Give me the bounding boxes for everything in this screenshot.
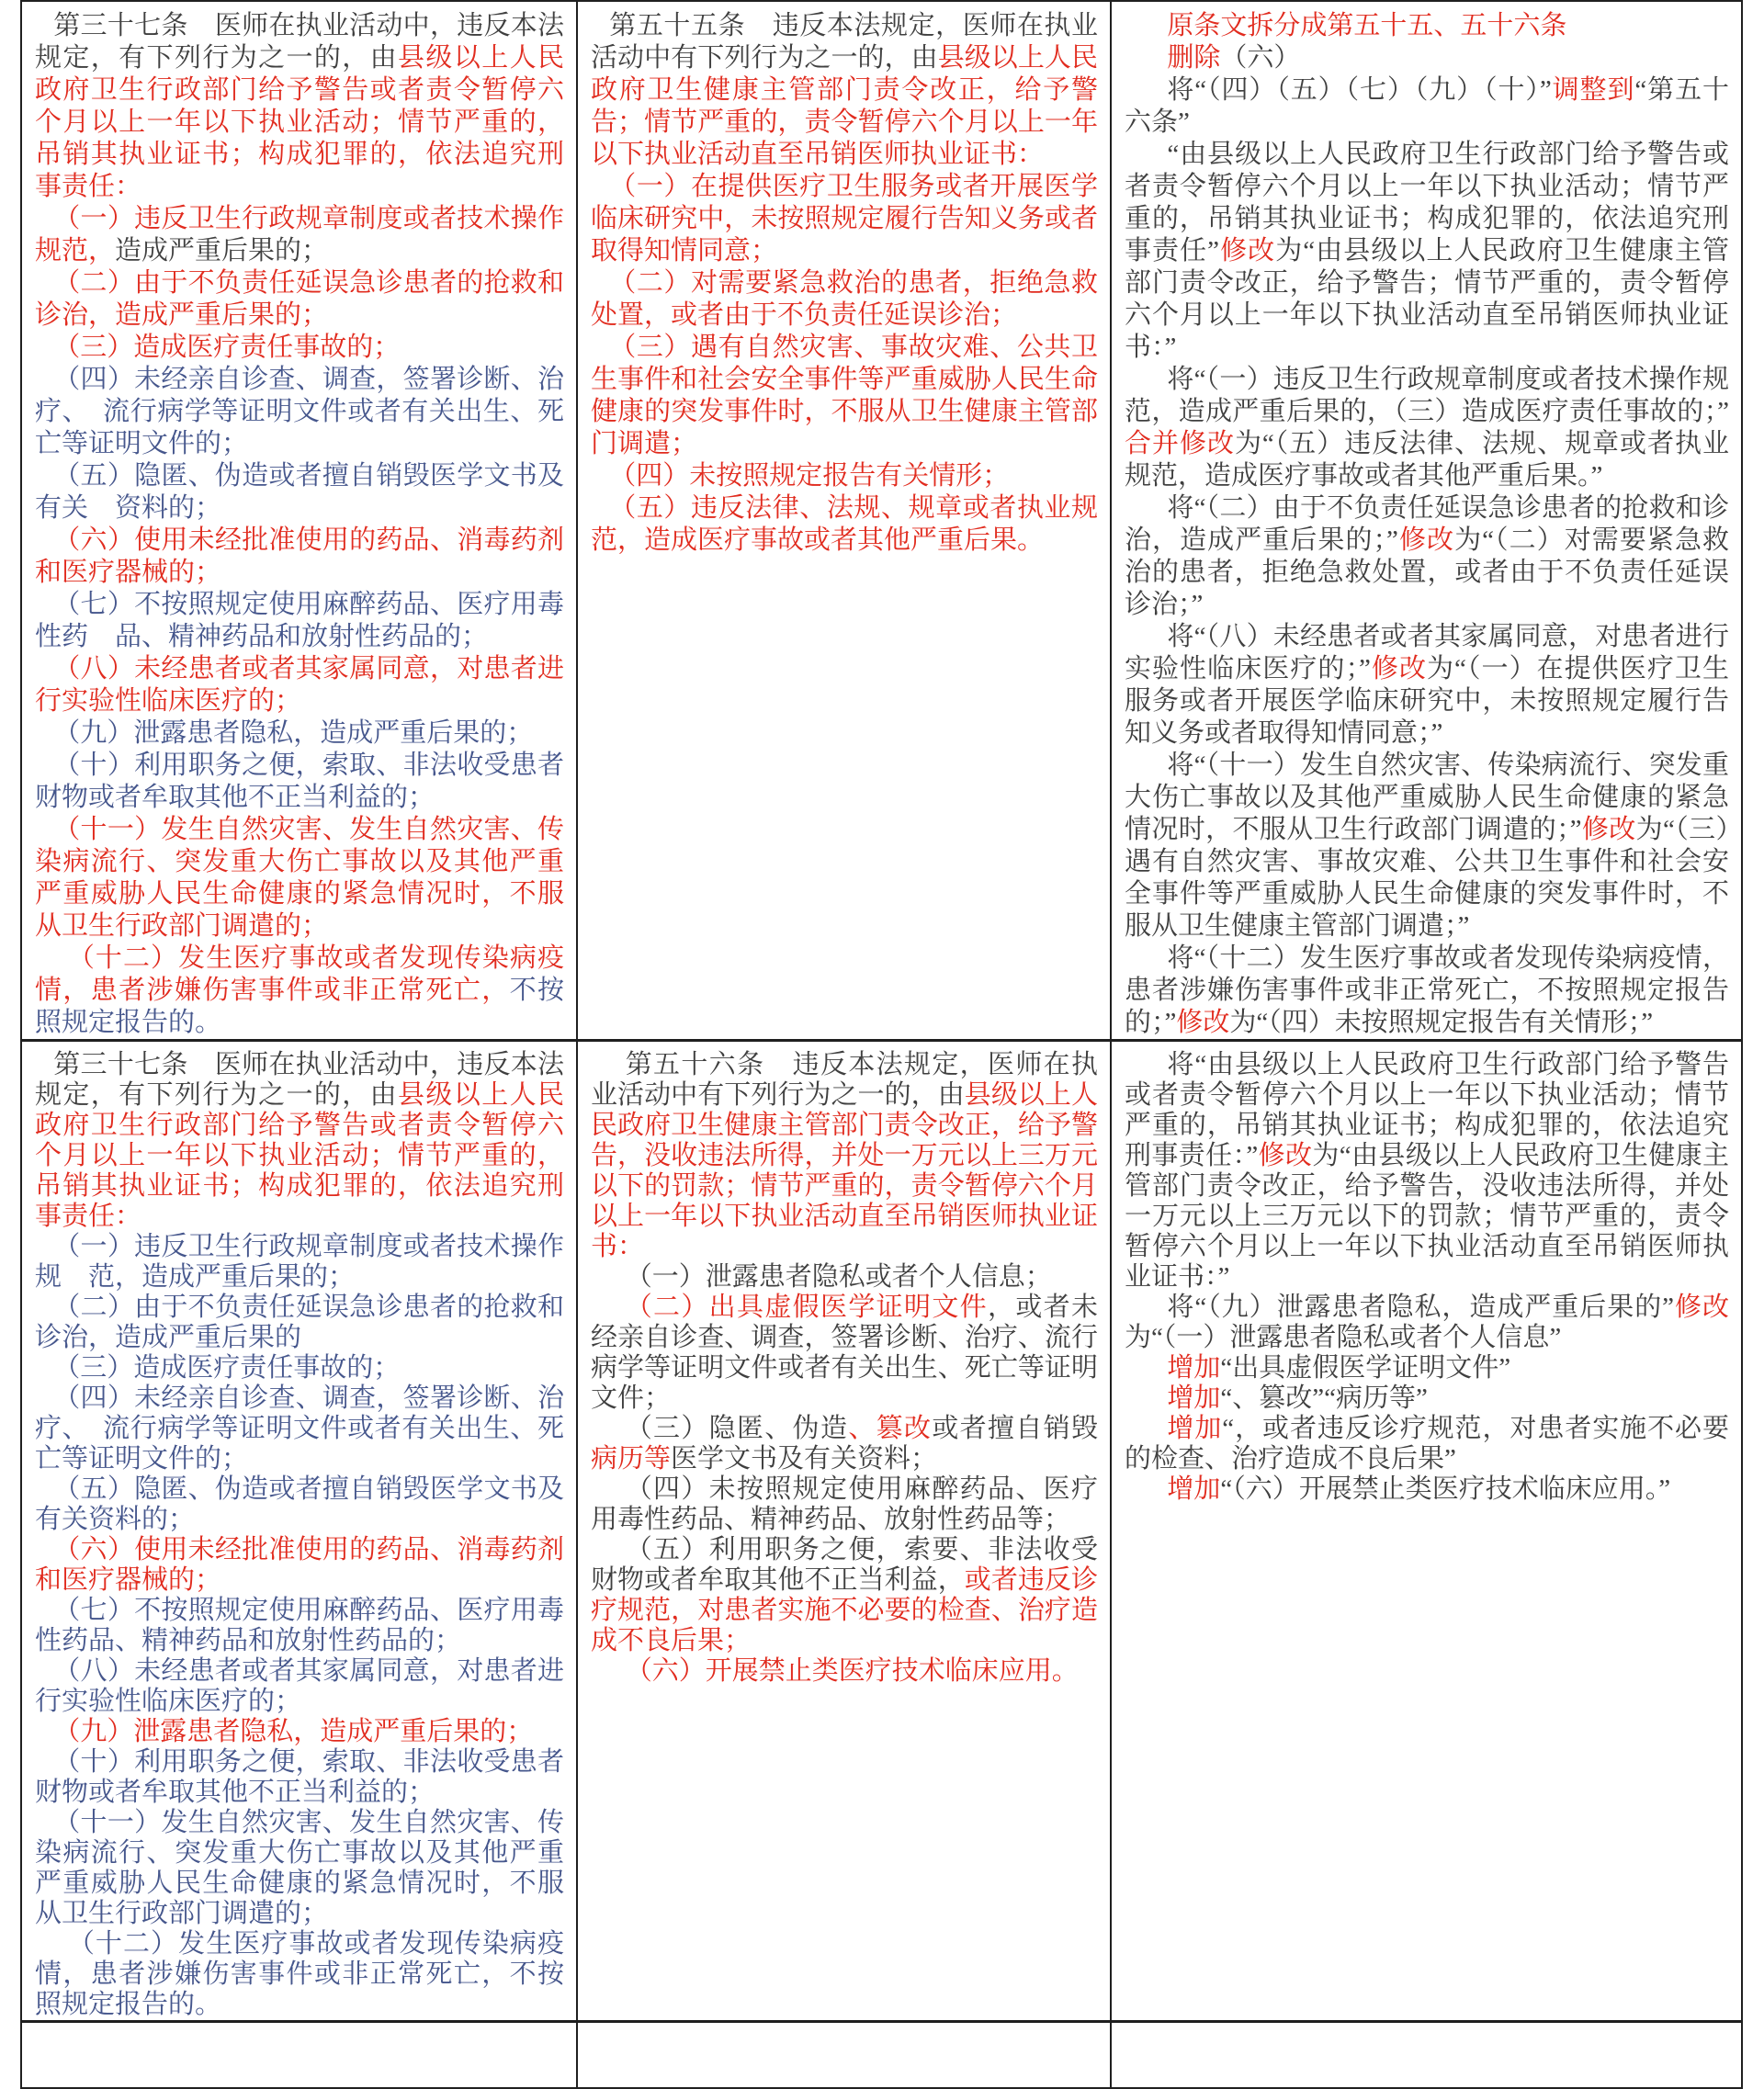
text-segment-dark: 为“（五）违反法律、法规、规章或者执业规范，造成医疗事故或者其他严重后果。” [1125, 429, 1729, 491]
text-segment-red: 修改 [1258, 1141, 1313, 1170]
paragraph [35, 1050, 564, 1232]
paragraph [591, 10, 1098, 171]
cell-article-56-new [577, 1041, 1111, 2022]
paragraph [35, 717, 564, 750]
text-segment-dark: 将“（十一）发生自然灾害、传染病流行、突发重大伤亡事故以及其他严重威胁人民生命健康的紧急情况时，不服从卫生行政部门调遣的；” [1125, 751, 1729, 844]
text-segment-blue: （五）隐匿、伪造或者擅自销毁医学文书及有关资料的； [35, 1474, 564, 1534]
paragraph [591, 492, 1098, 557]
paragraph [35, 1535, 564, 1596]
text-segment-red: 县级以上人民政府卫生健康主管部门责令改正，给予警告，没收违法所得，并处一万元以上三万元以下的罚款；情节严重的，责令暂停六个月以上一年以下执业活动直至吊销医师执业证书： [591, 1080, 1098, 1261]
cell-article-55-new [577, 1, 1111, 1041]
paragraph [591, 460, 1098, 492]
text-segment-blue: （十一）发生自然灾害、发生自然灾害、传染病流行、突发重大伤亡事故以及其他严重严重威胁人民生命健康的紧急情况时，不服从卫生行政部门调遣的； [35, 1808, 564, 1928]
text-segment-red: （六）开展禁止类医疗技术临床应用。 [625, 1656, 1079, 1686]
text-segment-red: （四）未按照规定报告有关情形； [609, 461, 1010, 491]
cell-revision-notes-55 [1111, 1, 1742, 1041]
text-segment-blue: （七）不按照规定使用麻醉药品、医疗用毒性药品、精神药品和放射性药品的； [35, 1596, 564, 1655]
text-segment-red: （十二）发生医疗事故或者发现传染病疫情，患者涉嫌伤害事件或非正常死亡， [35, 943, 564, 1005]
text-segment-red: 县级以上人民政府卫生行政部门给予警告或者责令暂停六个月以上一年以下执业活动；情节严重的，吊销其执业证书；构成犯罪的，依法追究刑事责任： [35, 1080, 564, 1231]
text-segment-blue: （十）利用职务之便，索取、非法收受患者财物或者牟取其他不正当利益的； [35, 751, 564, 812]
text-segment-blue: 不按照规定报告的。 [35, 976, 564, 1037]
text-segment-red: 合并修改 [1125, 429, 1235, 458]
cell-revision-notes-56 [1111, 1041, 1742, 2022]
text-segment-dark: 第五十五条 违反本法规定，医师在执业活动中有下列行为之一的，由 [591, 11, 1098, 73]
paragraph [35, 525, 564, 589]
row-article-37-vs-55 [21, 1, 1742, 1041]
paragraph [35, 589, 564, 653]
text-segment-red: 或者违反诊疗规范，对患者实施不必要的检查、治疗造成不良后果； [591, 1565, 1098, 1655]
paragraph [1125, 1293, 1729, 1353]
text-segment-blue: （十二）发生医疗事故或者发现传染病疫情，患者涉嫌伤害事件或非正常死亡，不按照规定报告的。 [35, 1929, 564, 2019]
paragraph [1125, 364, 1729, 492]
paragraph [591, 1050, 1098, 1262]
cell-next-partial-1 [21, 2022, 577, 2088]
text-segment-dark: （四）未按照规定使用麻醉药品、医疗用毒性药品、精神药品、放射性药品等； [591, 1474, 1098, 1534]
paragraph [35, 1293, 564, 1353]
paragraph [1125, 1414, 1729, 1474]
paragraph [35, 203, 564, 267]
text-segment-dark: “、篡改”“病历等” [1220, 1383, 1428, 1413]
paragraph [35, 1808, 564, 1929]
text-segment-dark: 第五十六条 违反本法规定，医师在执业活动中有下列行为之一的，由 [591, 1050, 1098, 1110]
paragraph [591, 1262, 1098, 1293]
text-segment-dark: （五）利用职务之便，索要、非法收受财物或者牟取其他不正当利益， [591, 1535, 1098, 1595]
text-segment-red: 修改 [1674, 1293, 1729, 1322]
paragraph [35, 1596, 564, 1656]
text-segment-dark: 为“（一）泄露患者隐私或者个人信息” [1125, 1323, 1562, 1352]
text-segment-red: （五）违反法律、法规、规章或者执业规范，造成医疗事故或者其他严重后果。 [591, 493, 1098, 555]
paragraph [35, 10, 564, 203]
text-segment-blue: （五）隐匿、伪造或者擅自销毁医学文书及有关 资料的； [35, 461, 564, 523]
cell-article-37-original [21, 1, 577, 1041]
paragraph [35, 653, 564, 717]
text-segment-dark: （六） [1220, 43, 1301, 73]
text-segment-red: （三）遇有自然灾害、事故灾难、公共卫生事件和社会安全事件等严重威胁人民生命健康的突发事件时，不服从卫生健康主管部门调遣； [591, 333, 1098, 458]
text-segment-blue: （七）不按照规定使用麻醉药品、医疗用毒性药 品、精神药品和放射性药品的； [35, 590, 564, 651]
paragraph [35, 1717, 564, 1747]
cell-article-37-original-repeat [21, 1041, 577, 2022]
paragraph [35, 1656, 564, 1717]
text-segment-dark: 第三十七条 医师在执业活动中，违反本法规定，有下列行为之一的，由 [35, 1050, 564, 1110]
law-revision-comparison-table [20, 0, 1743, 2089]
paragraph [35, 1353, 564, 1383]
text-segment-red: 修改 [1397, 525, 1455, 555]
paragraph [1125, 42, 1729, 74]
text-segment-dark: 将“由县级以上人民政府卫生行政部门给予警告或者责令暂停六个月以上一年以下执业活动；情节严重的，吊销其执业证书；构成犯罪的，依法追究刑事责任：” [1125, 1050, 1729, 1170]
text-segment-dark: 为“（三）遇有自然灾害、事故灾难、公共卫生事件和社会安全事件等严重威胁人民生命健康的突发事件时，不服从卫生健康主管部门调遣；” [1125, 815, 1729, 941]
text-segment-dark: “出具虚假医学证明文件” [1220, 1353, 1511, 1383]
text-segment-red: （六）使用未经批准使用的药品、消毒药剂和医疗器械的； [35, 1535, 564, 1595]
text-segment-red: 、篡改 [848, 1414, 933, 1443]
text-segment-dark: 为“由县级以上人民政府卫生健康主管部门责令改正，给予警告，没收违法所得，并处一万元以上三万元以下的罚款；情节严重的，责令暂停六个月以上一年以下执业活动直至吊销医师执业证书：” [1125, 1141, 1729, 1292]
text-segment-red: 原条文拆分成第五十五、五十六条 [1167, 11, 1567, 40]
text-segment-red: （三）造成医疗责任事故的； [53, 333, 401, 362]
text-segment-dark: 为“（四）未按照规定报告有关情形；” [1229, 1008, 1654, 1037]
paragraph [35, 332, 564, 364]
paragraph [35, 943, 564, 1039]
cell-next-partial-2 [577, 2022, 1111, 2088]
paragraph [1125, 750, 1729, 943]
paragraph [35, 1747, 564, 1808]
row-next-partial [21, 2022, 1742, 2088]
text-segment-blue: （三）造成医疗责任事故的； [53, 1353, 401, 1383]
text-segment-dark: （一）泄露患者隐私或者个人信息； [625, 1262, 1052, 1292]
text-segment-dark: 造成严重后果的； [115, 236, 329, 265]
text-segment-dark: 将“（八）未经患者或者其家属同意，对患者进行实验性临床医疗的；” [1125, 622, 1729, 683]
text-segment-dark: 为“由县级以上人民政府卫生健康主管部门责令改正，给予警告；情节严重的，责令暂停六个月以上一年以下执业活动直至吊销医师执业证书：” [1125, 236, 1729, 362]
paragraph [35, 1232, 564, 1293]
text-segment-red: 县级以上人民政府卫生行政部门给予警告或者责令暂停六个月以上一年以下执业活动；情节严重的，吊销其执业证书；构成犯罪的，依法追究刑事责任： [35, 43, 564, 201]
paragraph [591, 332, 1098, 460]
text-segment-dark: “由县级以上人民政府卫生行政部门给予警告或者责令暂停六个月以上一年以下执业活动；情节严重的，吊销其执业证书；构成犯罪的，依法追究刑事责任” [1125, 140, 1729, 265]
paragraph [591, 1293, 1098, 1414]
comparison-table-wrap [20, 0, 1741, 2089]
text-segment-dark: 将“（一）违反卫生行政规章制度或者技术操作规范，造成严重后果的，（三）造成医疗责任事故的；” [1125, 365, 1729, 426]
text-segment-red: （一）违反卫生行政规章制度或者技术操作规范， [35, 204, 564, 265]
paragraph [35, 1929, 564, 2020]
text-segment-red: （二）出具虚假医学证明文件 [625, 1293, 988, 1322]
paragraph [1125, 492, 1729, 621]
text-segment-dark: 将“（九）泄露患者隐私，造成严重后果的” [1167, 1293, 1675, 1322]
text-segment-red: 增加 [1167, 1383, 1221, 1413]
paragraph [591, 171, 1098, 267]
cell-next-partial-3 [1111, 2022, 1742, 2088]
text-segment-red: （九）泄露患者隐私，造成严重后果的； [53, 1717, 534, 1746]
paragraph [35, 364, 564, 460]
row-article-37-vs-56 [21, 1041, 1742, 2022]
text-segment-blue: （二）由于不负责任延误急诊患者的抢救和诊治，造成严重后果的 [35, 1293, 564, 1352]
paragraph [1125, 74, 1729, 139]
text-segment-dark: “，或者违反诊疗规范，对患者实施不必要的检查、治疗造成不良后果” [1125, 1414, 1729, 1474]
text-segment-dark: 为“（一）在提供医疗卫生服务或者开展医学临床研究中，未按照规定履行告知义务或者取得知情同意；” [1125, 654, 1729, 748]
paragraph [591, 1535, 1098, 1656]
paragraph [1125, 621, 1729, 750]
text-segment-dark: ，或者未经亲自诊查、调查，签署诊断、治疗、流行病学等证明文件或者有关出生、死亡等证明文件； [591, 1293, 1098, 1413]
text-segment-dark: 医学文书及有关资料； [671, 1444, 938, 1474]
paragraph [35, 814, 564, 943]
text-segment-blue: （四）未经亲自诊查、调查，签署诊断、治疗、 流行病学等证明文件或者有关出生、死亡等证明文件的； [35, 365, 564, 458]
paragraph [35, 1474, 564, 1535]
paragraph [591, 1656, 1098, 1687]
text-segment-dark: 第三十七条 医师在执业活动中，违反本法规定，有下列行为之一的，由 [35, 11, 564, 73]
text-segment-red: 增加 [1167, 1414, 1223, 1443]
paragraph [1125, 10, 1729, 42]
text-segment-red: 病历等 [591, 1444, 672, 1474]
paragraph [35, 1383, 564, 1474]
text-segment-red: 增加 [1167, 1353, 1221, 1383]
text-segment-red: 修改 [1219, 236, 1276, 265]
text-segment-red: （十一）发生自然灾害、发生自然灾害、传染病流行、突发重大伤亡事故以及其他严重严重威胁人民生命健康的紧急情况时，不服从卫生行政部门调遣的； [35, 815, 564, 941]
text-segment-red: （六）使用未经批准使用的药品、消毒药剂和医疗器械的； [35, 525, 564, 587]
text-segment-blue: （一）违反卫生行政规章制度或者技术操作规 范，造成严重后果的； [35, 1232, 564, 1292]
text-segment-blue: （十）利用职务之便，索取、非法收受患者财物或者牟取其他不正当利益的； [35, 1747, 564, 1807]
text-segment-blue: （四）未经亲自诊查、调查，签署诊断、治疗、 流行病学等证明文件或者有关出生、死亡等证明文件的； [35, 1383, 564, 1474]
paragraph [591, 267, 1098, 332]
paragraph [35, 267, 564, 332]
text-segment-red: 删除 [1167, 43, 1221, 73]
text-segment-red: （二）由于不负责任延误急诊患者的抢救和诊治，造成严重后果的； [35, 268, 564, 330]
text-segment-dark: “（六）开展禁止类医疗技术临床应用。” [1220, 1474, 1671, 1504]
text-segment-red: 修改 [1581, 815, 1636, 844]
paragraph [591, 1414, 1098, 1474]
paragraph [1125, 943, 1729, 1039]
text-segment-blue: （八）未经患者或者其家属同意，对患者进行实验性临床医疗的； [35, 1656, 564, 1716]
paragraph [1125, 1383, 1729, 1414]
text-segment-dark: （三）隐匿、伪造 [625, 1414, 849, 1443]
paragraph [1125, 1353, 1729, 1383]
text-segment-dark: 将“（二）由于不负责任延误急诊患者的抢救和诊治，造成严重后果的；” [1125, 493, 1729, 555]
text-segment-red: （八）未经患者或者其家属同意，对患者进行实验性临床医疗的； [35, 654, 564, 716]
paragraph [35, 460, 564, 525]
paragraph [1125, 139, 1729, 364]
text-segment-blue: （九）泄露患者隐私，造成严重后果的； [53, 718, 534, 748]
text-segment-dark: 或者擅自销毁 [932, 1414, 1098, 1443]
paragraph [1125, 1474, 1729, 1505]
text-segment-red: 修改 [1176, 1008, 1230, 1037]
text-segment-red: 修改 [1370, 654, 1427, 683]
text-segment-dark: 将“（四）（五）（七）（九）（十）” [1167, 75, 1552, 105]
paragraph [591, 1474, 1098, 1535]
paragraph [1125, 1050, 1729, 1293]
text-segment-red: （二）对需要紧急救治的患者，拒绝急救处置，或者由于不负责任延误诊治； [591, 268, 1098, 330]
text-segment-red: 县级以上人民政府卫生健康主管部门责令改正，给予警告；情节严重的，责令暂停六个月以上一年以下执业活动直至吊销医师执业证书： [591, 43, 1098, 169]
text-segment-red: （一）在提供医疗卫生服务或者开展医学临床研究中，未按照规定履行告知义务或者取得知情同意； [591, 172, 1098, 265]
text-segment-dark: 为“（二）对需要紧急救治的患者，拒绝急救处置，或者由于不负责任延误诊治；” [1125, 525, 1729, 619]
text-segment-dark: “第五十六条” [1125, 75, 1729, 137]
text-segment-red: 增加 [1167, 1474, 1221, 1504]
text-segment-red: 调整到 [1551, 75, 1635, 105]
text-segment-dark: 将“（十二）发生医疗事故或者发现传染病疫情，患者涉嫌伤害事件或非正常死亡，不按照规定报告的；” [1125, 943, 1729, 1037]
paragraph [35, 750, 564, 814]
